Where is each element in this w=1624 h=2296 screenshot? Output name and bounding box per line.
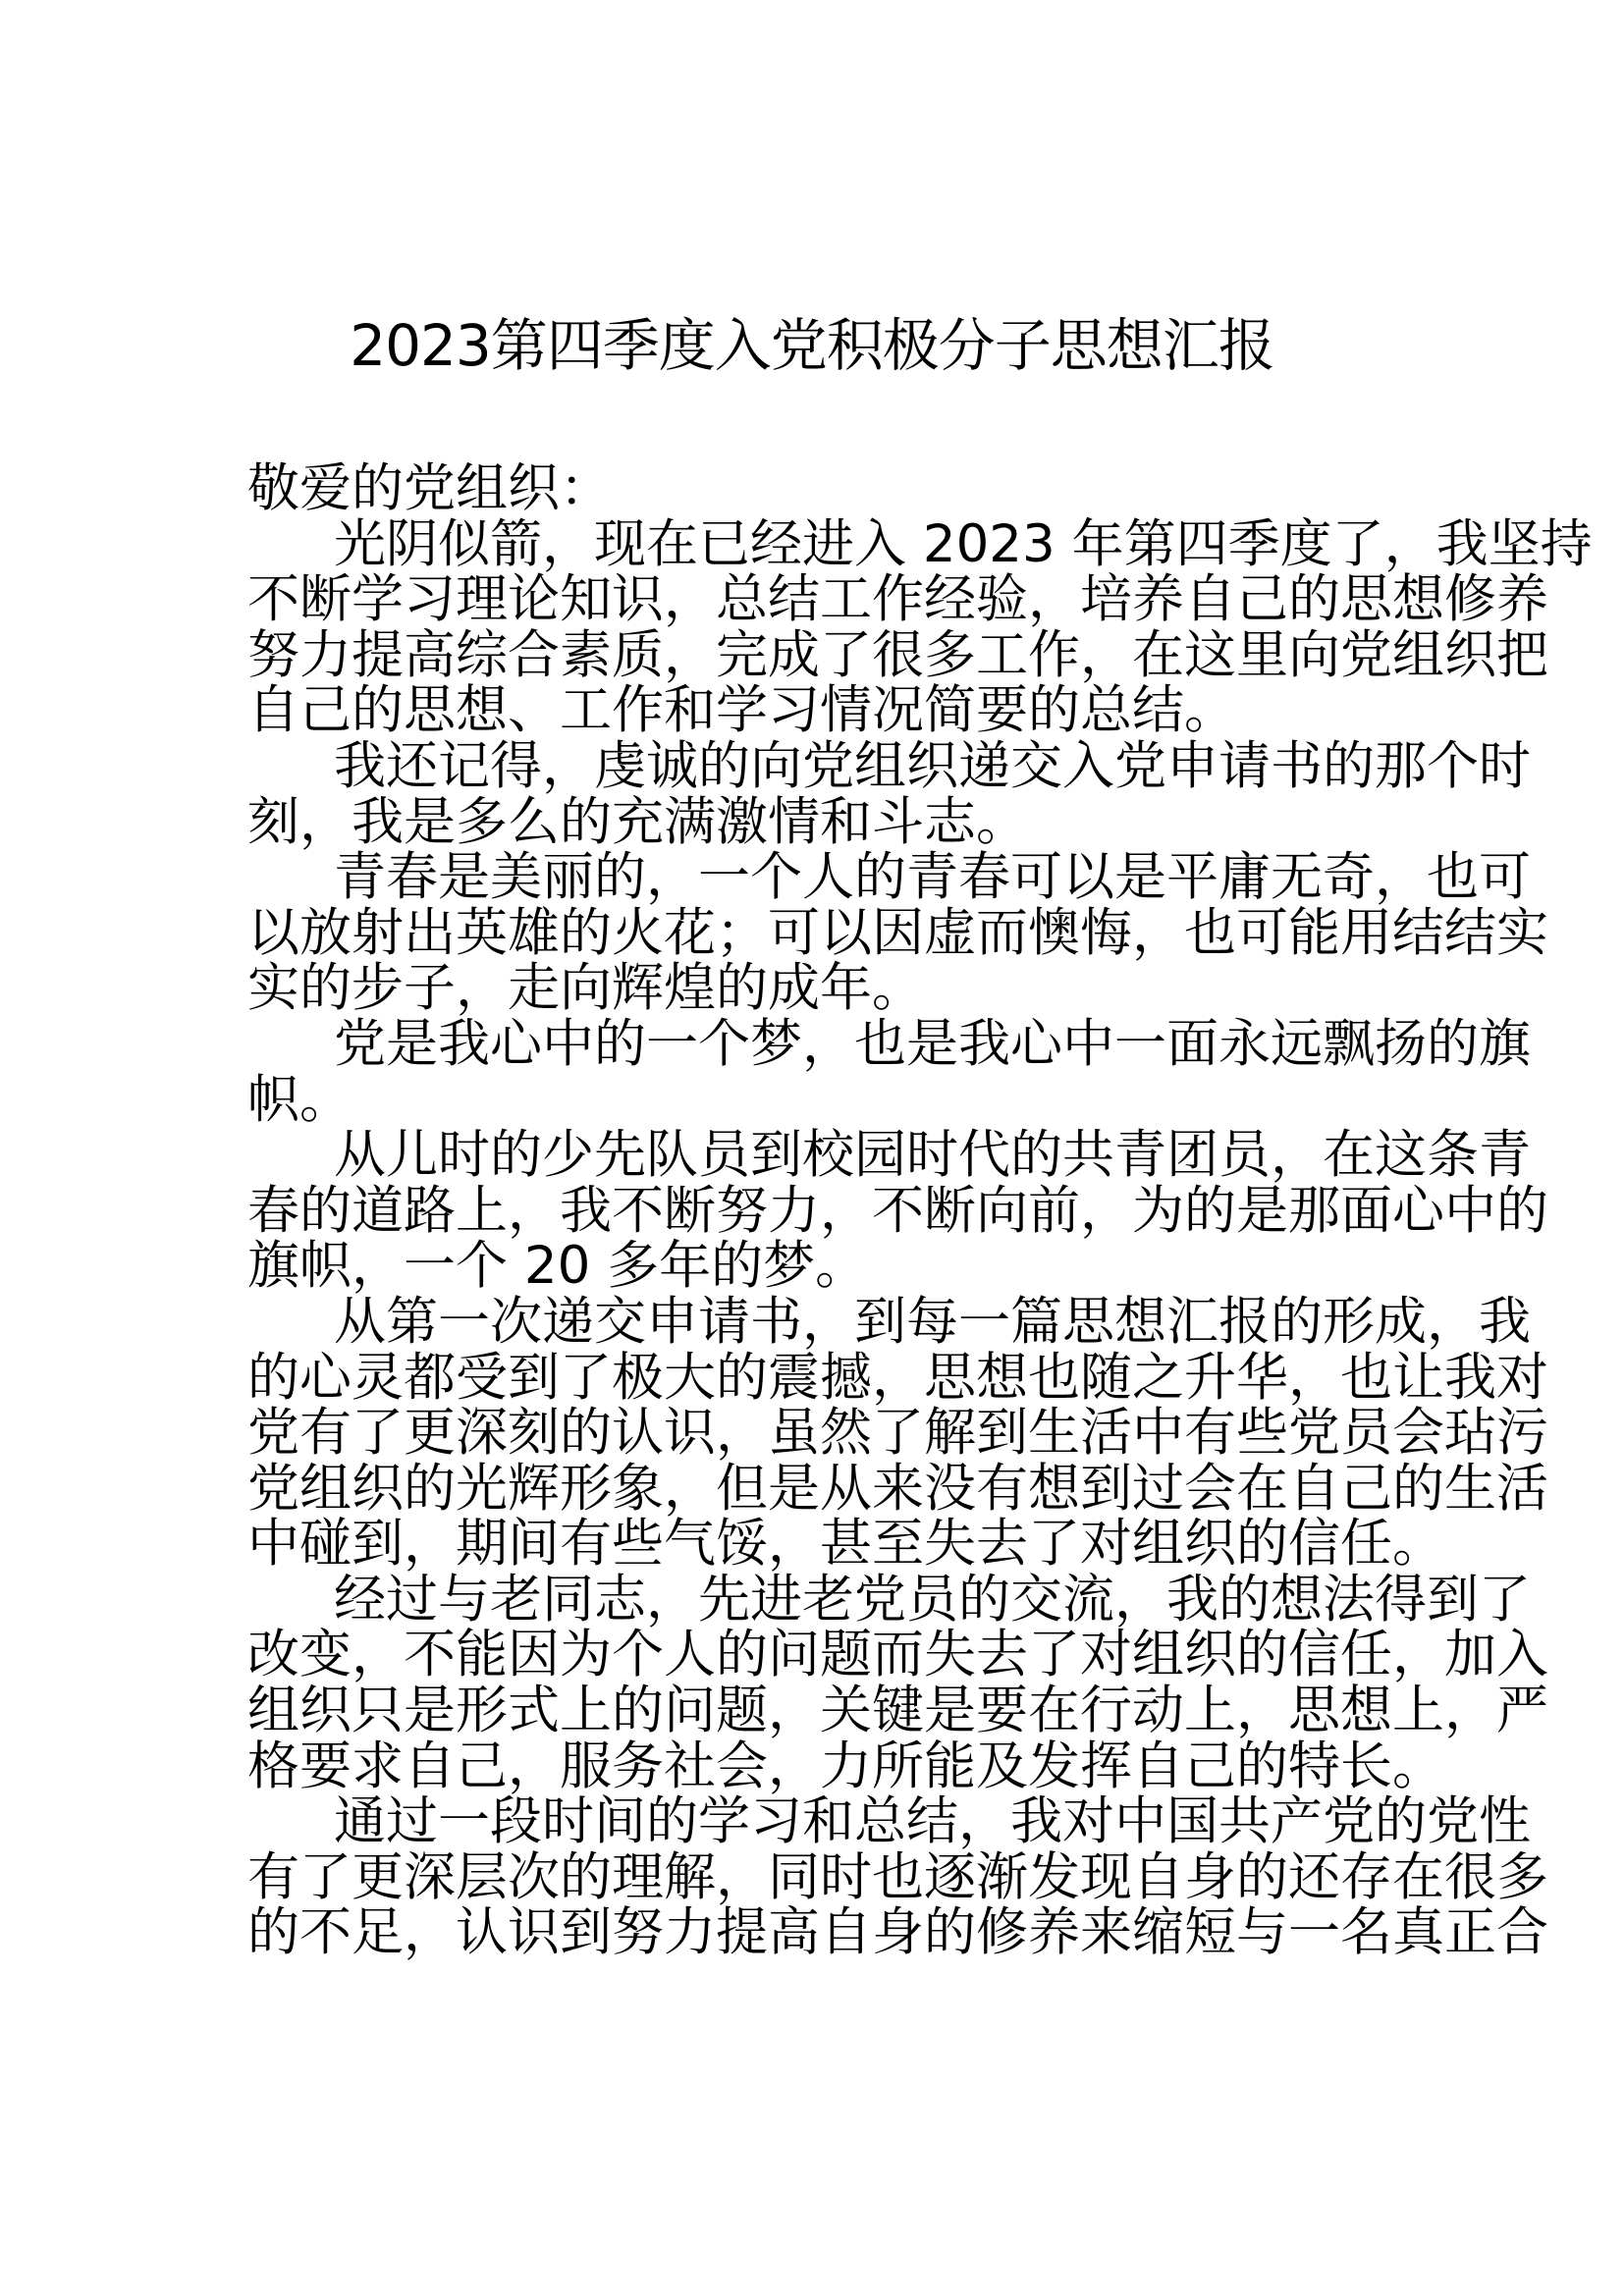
body-line: 改变，不能因为个人的问题而失去了对组织的信任，加入 [247, 1625, 1548, 1685]
body-line: 经过与老同志，先进老党员的交流，我的想法得到了 [334, 1569, 1531, 1629]
body-line: 党有了更深刻的认识，虽然了解到生活中有些党员会玷污 [247, 1403, 1548, 1464]
body-line: 努力提高综合素质，完成了很多工作，在这里向党组织把 [247, 624, 1548, 685]
document-body [247, 458, 1593, 1963]
body-line: 春的道路上，我不断努力，不断向前，为的是那面心中的 [247, 1180, 1548, 1241]
body-line: 从第一次递交申请书，到每一篇思想汇报的形成，我 [334, 1291, 1531, 1352]
body-line: 中碰到，期间有些气馁，甚至失去了对组织的信任。 [247, 1514, 1444, 1575]
document-title: 2023第四季度入党积极分子思想汇报 [350, 312, 1274, 379]
body-line: 刻，我是多么的充满激情和斗志。 [247, 791, 1028, 852]
body-line: 的心灵都受到了极大的震撼，思想也随之升华，也让我对 [247, 1347, 1548, 1408]
body-line: 青春是美丽的，一个人的青春可以是平庸无奇，也可 [334, 847, 1531, 908]
body-line: 不断学习理论知识，总结工作经验，培养自己的思想修养 [247, 569, 1548, 630]
body-line: 实的步子，走向辉煌的成年。 [247, 958, 924, 1019]
body-line: 党是我心中的一个梦，也是我心中一面永远飘扬的旗 [334, 1013, 1531, 1074]
body-line: 帜。 [247, 1069, 352, 1130]
salutation: 敬爱的党组织： [247, 458, 612, 518]
body-line: 从儿时的少先队员到校园时代的共青团员，在这条青 [334, 1125, 1531, 1186]
body-line: 旗帜，一个 20 多年的梦。 [247, 1236, 868, 1297]
body-line: 以放射出英雄的火花；可以因虚而懊悔，也可能用结结实 [247, 902, 1548, 963]
body-line: 光阴似箭，现在已经进入 2023 年第四季度了，我坚持 [334, 513, 1593, 574]
body-line: 组织只是形式上的问题，关键是要在行动上，思想上，严 [247, 1681, 1548, 1741]
body-line: 党组织的光辉形象，但是从来没有想到过会在自己的生活 [247, 1458, 1548, 1519]
body-line: 格要求自己，服务社会，力所能及发挥自己的特长。 [247, 1735, 1444, 1796]
body-line: 通过一段时间的学习和总结，我对中国共产党的党性 [334, 1791, 1531, 1852]
body-line: 有了更深层次的理解，同时也逐渐发现自身的还存在很多 [247, 1846, 1548, 1907]
body-line: 我还记得，虔诚的向党组织递交入党申请书的那个时 [334, 735, 1531, 796]
body-line: 的不足，认识到努力提高自身的修养来缩短与一名真正合 [247, 1902, 1548, 1963]
body-line: 自己的思想、工作和学习情况简要的总结。 [247, 680, 1236, 741]
